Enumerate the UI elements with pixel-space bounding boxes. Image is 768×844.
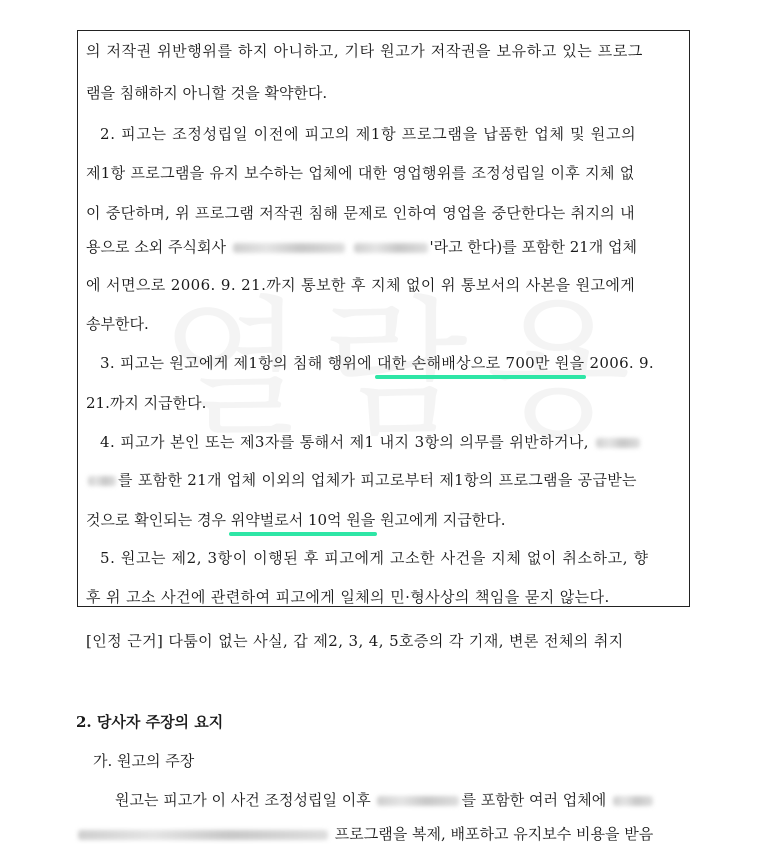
subheading-plaintiff-claim: 가. 원고의 주장 [93,752,195,770]
box-line-15: 후 위 고소 사건에 관련하여 피고에게 일체의 민·형사상의 책임을 묻지 않는다. [86,588,610,606]
redacted-company-abbrev-2 [596,438,640,448]
paragraph-line-1-suffix: 를 포함한 여러 업체에 [461,791,607,809]
redacted-program-name [78,830,328,840]
box-line-11-text: 4. 피고가 본인 또는 제3자를 통해서 제1 내지 3항의 의무를 위반하거나, [100,433,589,451]
box-line-3: 2. 피고는 조정성립일 이전에 피고의 제1항 프로그램을 납품한 업체 및 원고의 [100,125,637,143]
paragraph-line-1-prefix: 원고는 피고가 이 사건 조정성립일 이후 [115,791,371,809]
redacted-company-4 [613,796,653,806]
damages-highlight: 대한 손해배상으로 700만 원을 [377,354,585,372]
redacted-company-3 [377,796,459,806]
box-line-9-suffix: 2006. 9. [589,354,654,372]
box-line-9-prefix: 3. 피고는 원고에게 제1항의 침해 행위에 [100,354,372,372]
box-line-14: 5. 원고는 제2, 3항이 이행된 후 피고에게 고소한 사건을 지체 없이 취소하고, 향 [100,549,649,567]
box-line-12-text: 를 포함한 21개 업체 이외의 업체가 피고로부터 제1항의 프로그램을 공급받는 [118,471,637,489]
box-line-8: 송부한다. [86,315,149,333]
box-line-12 [86,470,637,490]
box-line-5: 이 중단하며, 위 프로그램 저작권 침해 문제로 인하여 영업을 중단한다는 취지의 내 [86,204,635,222]
box-line-13 [86,510,506,530]
box-line-6-prefix: 용으로 소외 주식회사 [86,238,226,256]
box-line-11 [100,432,642,452]
box-line-1: 의 저작권 위반행위를 하지 아니하고, 기타 원고가 저작권을 보유하고 있는 프로그 [86,42,644,60]
box-line-2: 램을 침해하지 아니할 것을 확약한다. [86,84,328,102]
section-heading: 2. 당사자 주장의 요지 [76,713,224,731]
box-line-13-suffix: 원고에게 지급한다. [380,511,506,529]
redacted-company-abbrev-3 [88,476,116,486]
box-line-10: 21.까지 지급한다. [86,394,207,412]
box-line-7: 에 서면으로 2006. 9. 21.까지 통보한 후 지체 없이 위 통보서의 사본을 원고에게 [86,276,636,294]
box-line-6-suffix: '라고 한다)를 포함한 21개 업체 [429,238,638,256]
box-line-4: 제1항 프로그램을 유지 보수하는 업체에 대한 영업행위를 조정성립일 이후 지체 없 [86,164,635,182]
evidence-basis: [인정 근거] 다툼이 없는 사실, 갑 제2, 3, 4, 5호증의 각 기재, 변론 전체의 취지 [86,632,624,650]
box-line-13-prefix: 것으로 확인되는 경우 [86,511,226,529]
penalty-highlight: 위약벌로서 10억 원을 [230,511,376,529]
paragraph-line-2 [76,824,653,844]
box-line-9 [100,353,654,373]
paragraph-line-1 [115,790,655,810]
redacted-company-name [233,243,345,253]
paragraph-line-2-suffix: 프로그램을 복제, 배포하고 유지보수 비용을 받음 [334,825,654,843]
redacted-company-abbrev [354,243,428,253]
box-line-6 [86,237,637,257]
